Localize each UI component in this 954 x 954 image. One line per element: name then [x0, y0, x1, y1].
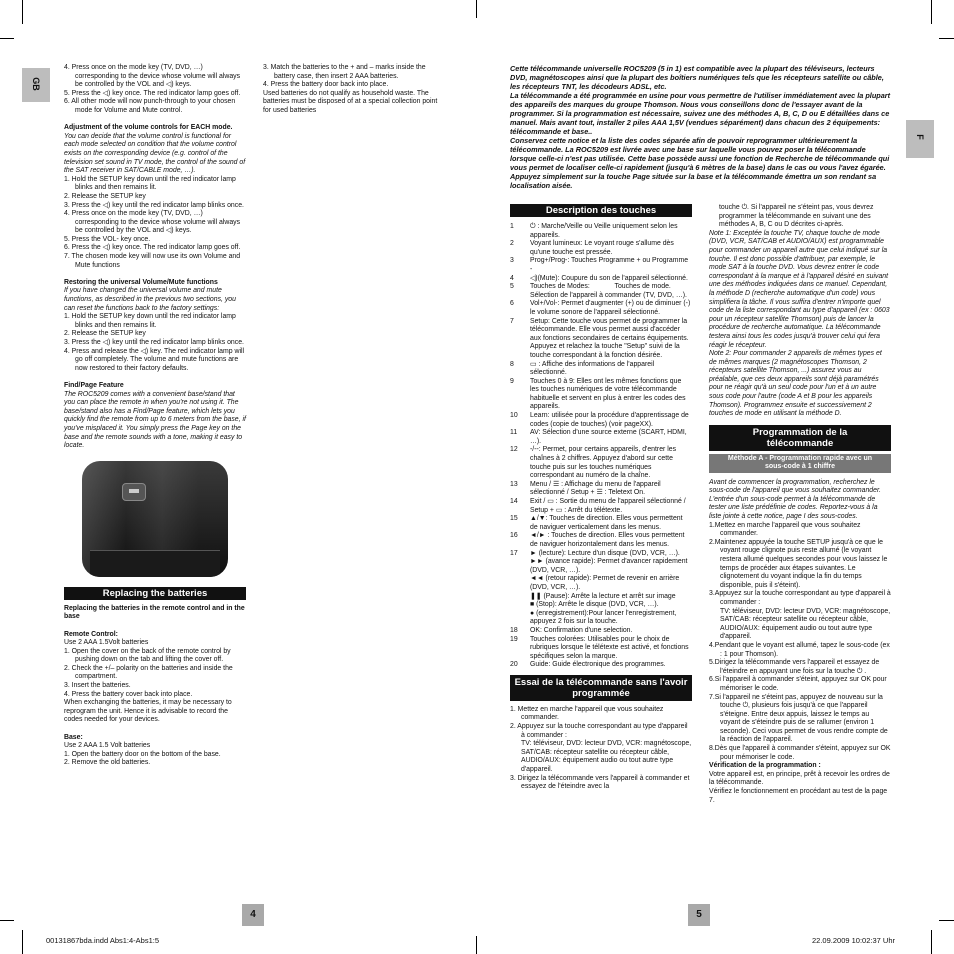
- key-number: 10: [510, 412, 518, 420]
- essai-step: 2. Appuyez sur la touche correspondant au type d'appareil à commander : TV: téléviseur, DVD: lecteur DVD, VCR: magnétoscope, SAT/CAB: récepteur satellite ou récepteur câble, AUDIO/AUX: équipement audio ou tout autre type d'appareil.: [510, 723, 692, 774]
- key-text: Menu / ☰ : Affichage du menu de l'appareil sélectionné / Setup + ☰ : Teletext On.: [530, 480, 661, 497]
- page-number-left: 4: [242, 904, 264, 926]
- key-description: [510, 412, 692, 429]
- key-description: [510, 240, 692, 257]
- adj-step: 7. The chosen mode key will now use its own Volume and Mute functions: [64, 253, 241, 269]
- column-fr-left: [510, 204, 692, 792]
- methode-a-step: 4.Pendant que le voyant est allumé, tapez le sous-code (ex : 1 pour Thomson).: [709, 641, 890, 658]
- key-number: 17: [510, 549, 518, 557]
- essai-continued: touche ⏻. Si l'appareil ne s'éteint pas, vous devrez programmer la télécommande en suivant une des méthodes A, B, C ou D décrites ci-après.: [719, 204, 874, 229]
- key-number: 11: [510, 429, 518, 437]
- base-line: Use 2 AAA 1.5 Volt batteries: [64, 742, 151, 750]
- language-tab-gb: [22, 68, 50, 102]
- key-number: 1: [510, 223, 514, 230]
- methode-a-step: 5.Dirigez la télécommande vers l'appareil et essayez de l'éteindre en appuyant une fois sur la touche ⏻ .: [709, 659, 880, 675]
- key-description: [510, 515, 692, 532]
- key-number: 3: [510, 257, 514, 265]
- adj-step: 2. Release the SETUP key: [64, 192, 146, 200]
- key-description: [510, 636, 692, 662]
- key-number: 15: [510, 515, 518, 523]
- section-bar-methode-a: Méthode A - Programmation rapide avec un sous-code à 1 chiffre: [709, 454, 891, 473]
- key-number: 4: [510, 274, 514, 282]
- section-heading: Base:: [64, 733, 83, 741]
- key-description: [510, 283, 692, 300]
- intro-paragraph: Conservez cette notice et la liste des codes séparée afin de pouvoir reprogrammer ultérieurement la télécommande. La ROC5209 est livrée avec une base sur laquelle vous pouvez poser la télécommande lorsque celle-ci n'est pas utilisée. Cette base possède aussi une fonction de Recherche de télécommande qui vous permet de localiser celle-ci rapidement (jusqu'à 6 mètres de la base) dans le cas ou vous l'avez égarée. Appuyez simplement sur la touche Page située sur la base et la télécommande émettra un son rendant sa localisation aisée.: [510, 136, 890, 190]
- column-gb-left: [64, 64, 246, 768]
- crop-mark: [22, 930, 23, 954]
- methode-a-intro: Avant de commencer la programmation, recherchez le sous-code de l'appareil que vous souhaitez commander. L'entrée d'un sous-code permet à la télécommande de tester une liste prédéfinie de codes. Reportez-vous à la liste jointe à cette notice, page I des sous-codes.: [709, 478, 881, 521]
- key-number: 6: [510, 300, 514, 308]
- key-description: [510, 257, 692, 274]
- methode-a-step: 1.Mettez en marche l'appareil que vous souhaitez commander.: [709, 521, 861, 538]
- adj-step: 5. Press the VOL- key once.: [64, 235, 151, 243]
- key-text: Touches 0 à 9: Elles ont les mêmes fonctions que les touches numériques de votre télécommande habituelle et servent en plus à entrer les codes des appareils.: [530, 377, 686, 411]
- crop-mark: [476, 936, 477, 954]
- adj-step: 3. Press the ◁) key until the red indicator lamp blinks once.: [64, 201, 244, 209]
- section-heading: Restoring the universal Volume/Mute functions: [64, 278, 218, 286]
- essai-step: 3. Dirigez la télécommande vers l'appareil à commander et essayez de l'éteindre avec la: [510, 774, 690, 791]
- adj-step: 6. Press the ◁) key once. The red indicator lamp goes off.: [64, 244, 241, 252]
- base-line: Used batteries do not qualify as household waste. The batteries must be disposed of at a special collection point for used batteries: [263, 89, 438, 114]
- restore-step: 4. Press and release the ◁) key. The red indicator lamp will go off completely. The volume and mute functions are now restored to their factory defaults.: [64, 347, 245, 372]
- vol-step: 4. Press once on the mode key (TV, DVD, …) corresponding to the device whose volume will always be controlled by the VOL and ◁) keys.: [64, 64, 241, 89]
- remote-line: Use 2 AAA 1.5Volt batteries: [64, 639, 149, 647]
- key-description: [510, 223, 692, 240]
- section-bar-description: Description des touches: [510, 204, 692, 217]
- note-1: Note 1: Exceptée la touche TV, chaque touche de mode (DVD, VCR, SAT/CAB et AUDIO/AUX) est programmable pour commander un appareil autre que celui indiqué sur la touche. Il est donc possible d'attribuer, par exemple, le mode SAT à la touche DVD. Vous devrez entrer le code correspondant à la marque et à l'appareil désiré en suivant une des méthodes indiquées dans ce manuel. Cependant, la méthode D (recherche automatique d'un code) vous simplifiera la tâche. Il vous suffira d'entrer n'importe quel code de la liste correspondant au type d'appareil (ex : 0603 pour un récepteur satellite Thomson) puis de lancer la procédure de recherche automatique. La télécommande testera ainsi tous les codes jusqu'à trouver celui qui fera réagir le récepteur.: [709, 229, 890, 349]
- crop-mark: [939, 38, 954, 39]
- base-line: 4. Press the battery door back into place.: [263, 81, 389, 89]
- key-number: 8: [510, 360, 514, 368]
- remote-line: 4. Press the battery cover back into place.: [64, 690, 193, 698]
- methode-a-step: 2.Maintenez appuyée la touche SETUP jusqu'à ce que le voyant rouge clignote puis reste allumé (le voyant restera allumé quelques secondes pour vous laissez le temps de procéder aux étapes suivantes. Le clignotement du voyant indique la fin du temps disponible, puis il s'éteint).: [709, 538, 888, 589]
- key-description: [510, 378, 692, 412]
- section-intro: If you have changed the universal volume and mute functions, as described in the previous two sections, you can reset the functions back to the factory settings:: [64, 287, 236, 312]
- key-text: Exit / ▭ : Sortie du menu de l'appareil sélectionné / Setup + ▭ : Arrêt du télétexte.: [530, 498, 686, 514]
- key-description: [510, 275, 692, 284]
- section-heading: Vérification de la programmation :: [709, 762, 821, 770]
- crop-mark: [0, 920, 14, 921]
- essai-step: 1. Mettez en marche l'appareil que vous souhaitez commander.: [510, 705, 664, 722]
- key-text: -/--: Permet, pour certains appareils, d'entrer les chaînes à 2 chiffres. Appuyez d'abord sur cette touche puis sur les touches numériques correspondant au numéro de la chaîne.: [530, 446, 677, 480]
- french-intro: [510, 64, 894, 190]
- key-number: 7: [510, 317, 514, 325]
- key-description: [510, 661, 692, 670]
- key-text: Touches colorées: Utilisables pour le choix de rubriques lorsque le télétexte est activé, et fonctions spécifiques selon la marque.: [530, 635, 689, 660]
- key-text: ► (lecture): Lecture d'un disque (DVD, VCR, …). ►► (avance rapide): Permet d'avancer rapidement (DVD, VCR, …). ◄◄ (retour rapide): Permet de revenir en arrière (DVD, VCR, …). ❚❚ (Pause): Arrête la lecture et arrêt sur image ■ (Stop): Arrête le disque (DVD, VCR, …). ● (enregistrement):Pour lancer l'enregistrement, appuyez 2 fois sur la touche.: [530, 549, 688, 626]
- key-text: Setup: Cette touche vous permet de programmer la télécommande. Elle vous permet aussi d'accéder aux fonctions secondaires de certains équipements. Appuyez et relachez la touche "Setup" suivi de la touche correspondant à la fonction désirée.: [530, 317, 689, 359]
- base-line: 1. Open the battery door on the bottom of the base.: [64, 750, 221, 758]
- key-text: ▭ : Affiche des informations de l'appareil sélectionné.: [530, 360, 655, 377]
- key-number: 9: [510, 377, 514, 385]
- section-heading: Remote Control:: [64, 630, 118, 638]
- crop-mark: [22, 0, 23, 24]
- section-heading: Adjustment of the volume controls for EACH mode.: [64, 124, 233, 132]
- remote-line: When exchanging the batteries, it may be necessary to reprogram the unit. Hence it is advisable to record the codes needed for your devices.: [64, 699, 232, 724]
- section-bar-programmation: Programmation de la télécommande: [709, 425, 891, 451]
- key-text: Learn: utilisée pour la procédure d'apprentissage de codes (copie de touches) (voir pageXX).: [530, 412, 689, 428]
- page-number-right: 5: [688, 904, 710, 926]
- key-text: Guide: Guide électronique des programmes.: [530, 661, 666, 669]
- key-text: Prog+/Prog-: Touches Programme + ou Programme -: [530, 257, 689, 273]
- language-tab-f: [906, 120, 934, 158]
- section-bar-replacing-batteries: Replacing the batteries: [64, 587, 246, 600]
- base-line: 2. Remove the old batteries.: [64, 759, 151, 767]
- base-line: 3. Match the batteries to the + and – marks inside the battery case, then insert 2 AAA batteries.: [263, 64, 426, 80]
- key-description: [510, 550, 692, 627]
- language-tab-label: F: [915, 134, 925, 140]
- key-number: 13: [510, 480, 518, 488]
- key-description: [510, 481, 692, 498]
- key-number: 20: [510, 661, 518, 669]
- key-number: 19: [510, 635, 518, 643]
- key-text: ◁)(Mute): Coupure du son de l'appareil sélectionné.: [530, 274, 688, 282]
- language-tab-label: GB: [31, 77, 41, 91]
- methode-a-step: 3.Appuyez sur la touche correspondant au type d'appareil à commander : TV: téléviseur, DVD: lecteur DVD, VCR: magnétoscope, SAT/CAB: récepteur satellite ou récepteur câble, AUDIO/AUX: équipement audio ou tout autre type d'appareil.: [709, 590, 891, 641]
- key-description: [510, 300, 692, 317]
- key-text: AV: Sélection d'une source externe (SCART, HDMI, …).: [530, 429, 687, 445]
- key-description: [510, 498, 692, 515]
- adj-step: 1. Hold the SETUP key down until the red indicator lamp blinks and then remains lit.: [64, 175, 236, 192]
- methode-a-step: 6.Si l'appareil à commander s'éteint, appuyez sur OK pour mémoriser le code.: [709, 676, 887, 692]
- section-intro: You can decide that the volume control is functional for each mode selected on condition that the volume control exists on the corresponding device (e.g. control of the television set sound in TV mode, the control of the sound of the SAT receiver in SAT/CABLE mode, …).: [64, 132, 246, 175]
- key-text: ▲/▼: Touches de direction. Elles vous permettent de naviguer verticalement dans les menus.: [530, 515, 683, 531]
- verification-text: Votre appareil est, en principe, prêt à recevoir les ordres de la télécommande. Vérifiez le fonctionnement en procédant au test de la page 7.: [709, 770, 890, 804]
- key-description: [510, 318, 692, 361]
- crop-mark: [939, 920, 954, 921]
- intro-paragraph: Cette télécommande universelle ROC5209 (5 in 1) est compatible avec la plupart des téléviseurs, lecteurs DVD, magnétoscopes ainsi que la plupart des boîtiers numériques tels que les récepteurs satellite ou câble, les récepteurs TNT, les décodeurs ADSL, etc.: [510, 64, 884, 91]
- key-text: ⏻ : Marche/Veille ou Veille uniquement selon les appareils.: [530, 223, 678, 239]
- column-gb-right: [263, 64, 443, 116]
- crop-mark: [931, 0, 932, 24]
- crop-mark: [476, 0, 477, 18]
- column-fr-right: [709, 204, 891, 805]
- key-number: 16: [510, 532, 518, 540]
- section-heading: Find/Page Feature: [64, 381, 124, 389]
- key-number: 2: [510, 240, 514, 248]
- key-description: [510, 361, 692, 378]
- restore-step: 1. Hold the SETUP key down until the red indicator lamp blinks and then remains lit.: [64, 313, 236, 329]
- vol-step: 6. All other mode will now punch-through to your chosen mode for Volume and Mute control.: [64, 98, 236, 114]
- crop-mark: [931, 930, 932, 954]
- section-heading: Replacing the batteries in the remote control and in the base: [64, 604, 245, 621]
- key-description: [510, 429, 692, 446]
- key-text: OK: Confirmation d'une selection.: [530, 626, 633, 634]
- key-number: 5: [510, 283, 514, 291]
- key-text: Voyant lumineux: Le voyant rouge s'allume dès qu'une touche est pressée.: [530, 240, 674, 256]
- methode-a-step: 7.Si l'appareil ne s'éteint pas, appuyez de nouveau sur la touche ⏻, plusieurs fois jusqu'à ce que l'appareil s'éteigne. Entre deux appuis, laissez le temps au voyant de s'éteindre puis de se rallumer (environ 1 seconde). Ceci vous permet de vous rendre compte de la réaction de l'appareil.: [709, 693, 888, 744]
- methode-a-step: 8.Dès que l'appareil à commander s'éteint, appuyez sur OK pour mémoriser le code.: [709, 745, 891, 761]
- section-bar-essai: Essai de la télécommande sans l'avoir programmée: [510, 675, 692, 701]
- remote-line: 3. Insert the batteries.: [64, 682, 131, 690]
- key-number: 18: [510, 626, 518, 634]
- key-number: 14: [510, 498, 518, 505]
- note-2: Note 2: Pour commander 2 appareils de mêmes types et de mêmes marques (2 magnétoscopes Thomson, 2 récepteurs satellite Thomson, ...) assurez vous au préalable, que ces deux appareils sont déjà paramétrés pour ne réagir qu'à un seul code pour l'un et à un autre sous code pour l'autre (code A et B pour les appareils Thomson). Programmez ensuite et successivement 2 touches de mode en utilisant la méthode D.: [709, 350, 882, 418]
- key-text: Vol+/Vol-: Permet d'augmenter (+) ou de diminuer (-) le volume sonore de l'appareil sélectionné.: [530, 300, 691, 316]
- adj-step: 4. Press once on the mode key (TV, DVD, …) corresponding to the device whose volume will always be controlled by the VOL and ◁) keys.: [64, 210, 241, 235]
- key-description: [510, 532, 692, 549]
- key-text: Touches de Modes: Touches de mode. Sélection de l'appareil à commander (TV, DVD, …).: [530, 283, 687, 299]
- crop-mark: [0, 38, 14, 39]
- remote-line: 2. Check the +/– polarity on the batteries and inside the compartment.: [64, 664, 233, 681]
- vol-step: 5. Press the ◁) key once. The red indicator lamp goes off.: [64, 89, 241, 97]
- key-number: 12: [510, 446, 518, 454]
- remote-line: 1. Open the cover on the back of the remote control by pushing down on the tab and lifting the cover off.: [64, 647, 231, 664]
- intro-paragraph: La télécommande a été programmée en usine pour vous permettre de l'utiliser immédiatement avec la plupart des appareils des marques du groupe Thomson. Nous vous conseillons donc de l'essayer avant de la programmer. Si la programmation est nécessaire, suivez une des méthodes A, B, C, D ou E détaillées dans ce manuel. Mais avant tout, installer 2 piles AAA 1,5V (vendues séparément) dans chacun des 2 équipements: télécommande et base..: [510, 91, 891, 136]
- key-description: [510, 627, 692, 636]
- restore-step: 3. Press the ◁) key until the red indicator lamp blinks once.: [64, 339, 244, 346]
- remote-base-photo: [82, 461, 228, 577]
- key-description: [510, 446, 692, 480]
- footer-file-info: 00131867bda.indd Abs1:4-Abs1:5: [46, 936, 160, 945]
- restore-step: 2. Release the SETUP key: [64, 330, 146, 338]
- page-button-icon: [122, 483, 146, 501]
- key-text: ◄/► : Touches de direction. Elles vous permettent de naviguer horizontalement dans les menus.: [530, 532, 685, 548]
- footer-date: 22.09.2009 10:02:37 Uhr: [812, 936, 895, 945]
- section-intro: The ROC5209 comes with a convenient base/stand that you can place the remote in when you're not using it. The base/stand also has a Find/Page feature, which lets you quickly find the remote from up to 6 meters from the base, if you've misplaced it. You simply press the Page key on the base and the remote sounds with a tone, making it easy to locate.: [64, 390, 246, 450]
